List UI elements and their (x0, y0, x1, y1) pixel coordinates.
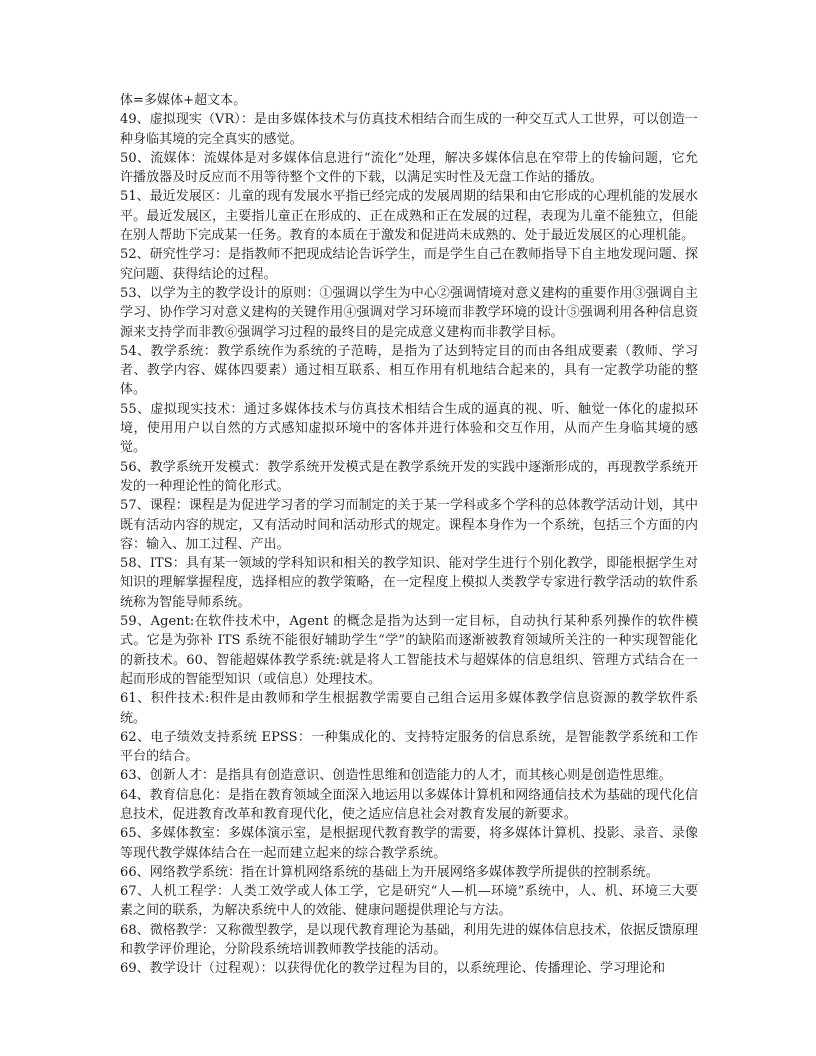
paragraph-69-instructional-design: 69、教学设计（过程观）：以获得优化的教学过程为目的，以系统理论、传播理论、学习理论和 (120, 961, 666, 977)
paragraph-52-research-learning: 52、研究性学习：是指教师不把现成结论告诉学生，而是学生自己在教师指导下自主地发现问题、探究问题、获得结论的过程。 (120, 247, 698, 282)
paragraph-53-learning-centered-design: 53、以学为主的教学设计的原则：①强调以学生为中心②强调情境对意义建构的重要作用③强调自主学习、协作学习对意义建构的关键作用④强调对学习环境而非教学环境的设计⑤强调利用各种信息资源来支持学而非教⑥强调学习过程的最终目的是完成意义建构而非教学目标。 (120, 285, 698, 340)
paragraph-64-education-informatization: 64、教育信息化：是指在教育领域全面深入地运用以多媒体计算机和网络通信技术为基础的现代化信息技术，促进教育改革和教育现代化，使之适应信息社会对教育发展的新要求。 (120, 787, 698, 822)
document-page (120, 91, 698, 979)
paragraph-54-teaching-system: 54、教学系统：教学系统作为系统的子范畴，是指为了达到特定目的而由各组成要素（教师、学习者、教学内容、媒体四要素）通过相互联系、相互作用有机地结合起来的，具有一定教学功能的整体。 (120, 343, 698, 398)
paragraph-67-ergonomics: 67、人机工程学：人类工效学或人体工学，它是研究“人—机—环境”系统中，人、机、环境三大要素之间的联系，为解决系统中人的效能、健康问题提供理论与方法。 (120, 884, 698, 919)
paragraph-55-vr-technology: 55、虚拟现实技术：通过多媒体技术与仿真技术相结合生成的逼真的视、听、触觉一体化的虚拟环境，使用用户以自然的方式感知虚拟环境中的客体并进行体验和交互作用，从而产生身临其境的感觉。 (120, 401, 698, 456)
paragraph-65-multimedia-classroom: 65、多媒体教室：多媒体演示室，是根据现代教育教学的需要，将多媒体计算机、投影、录音、录像等现代教学媒体结合在一起而建立起来的综合教学系统。 (120, 826, 698, 861)
paragraph-57-curriculum: 57、课程：课程是为促进学习者的学习而制定的关于某一学科或多个学科的总体教学活动计划，其中既有活动内容的规定，又有活动时间和活动形式的规定。课程本身作为一个系统，包括三个方面的内容：输入、加工过程、产出。 (120, 498, 698, 552)
paragraph-66-network-teaching-system: 66、网络教学系统：指在计算机网络系统的基础上为开展网络多媒体教学所提供的控制系统。 (120, 864, 659, 880)
paragraph-48-continuation: 体=多媒体+超文本。 (120, 93, 247, 108)
paragraph-62-epss: 62、电子绩效支持系统 EPSS：一种集成化的、支持特定服务的信息系统，是智能教学系统和工作平台的结合。 (120, 729, 698, 765)
paragraph-51-zone-of-proximal-development: 51、最近发展区：儿童的现有发展水平指已经完成的发展周期的结果和由它形成的心理机能的发展水平。最近发展区，主要指儿童正在形成的、正在成熟和正在发展的过程，表现为儿童不能独立，但能在别人帮助下完成某一任务。教育的本质在于激发和促进尚未成熟的、处于最近发展区的心理机能。 (120, 189, 698, 244)
paragraph-50-streaming-media: 50、流媒体：流媒体是对多媒体信息进行“流化”处理，解决多媒体信息在窄带上的传输问题，它允许播放器及时反应而不用等待整个文件的下载，以满足实时性及无盘工作站的播放。 (120, 150, 698, 186)
paragraph-59-agent: 59、Agent:在软件技术中，Agent 的概念是指为达到一定目标，自动执行某种系列操作的软件模式。它是为弥补 ITS 系统不能很好辅助学生“学”的缺陷而逐渐被教育领域所关注的一种实现智能化的新技术。60、智能超媒体教学系统:就是将人工智能技术与超媒体的信息组织、管理方式结合在一起而形成的智能型知识（或信息）处理技术。 (120, 614, 698, 687)
paragraph-49-virtual-reality: 49、虚拟现实（VR）：是由多媒体技术与仿真技术相结合而生成的一种交互式人工世界，可以创造一种身临其境的完全真实的感觉。 (120, 112, 698, 147)
paragraph-61-integrable-ware: 61、积件技术:积件是由教师和学生根据教学需要自己组合运用多媒体教学信息资源的教学软件系统。 (120, 691, 698, 726)
paragraph-58-its: 58、ITS：具有某一领域的学科知识和相关的教学知识、能对学生进行个别化教学，即能根据学生对知识的理解掌握程度，选择相应的教学策略，在一定程度上模拟人类教学专家进行教学活动的软件系统称为智能导师系统。 (120, 556, 698, 610)
paragraph-68-microteaching: 68、微格教学：又称微型教学，是以现代教育理论为基础，利用先进的媒体信息技术，依据反馈原理和教学评价理论，分阶段系统培训教师教学技能的活动。 (120, 922, 698, 958)
paragraph-56-development-model: 56、教学系统开发模式：教学系统开发模式是在教学系统开发的实践中逐渐形成的，再现教学系统开发的一种理论性的简化形式。 (120, 459, 698, 494)
paragraph-63-innovative-talent: 63、创新人才：是指具有创造意识、创造性思维和创造能力的人才，而其核心则是创造性思维。 (120, 768, 672, 784)
